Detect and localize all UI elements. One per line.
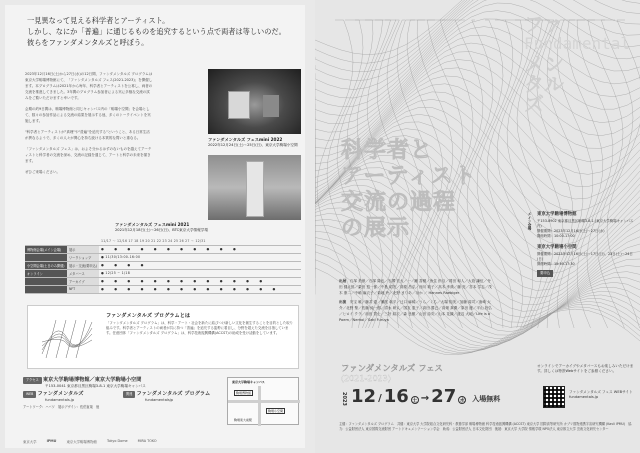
photo-object xyxy=(263,95,279,117)
schedule-marks: ● ● ● ● xyxy=(99,261,301,269)
end-day: 27 xyxy=(431,386,457,407)
sub-venue-hours: 開館時間：15:30-17:30 xyxy=(537,262,575,266)
exhibition-photo-2022 xyxy=(208,69,301,134)
title-ja-line: メン xyxy=(524,52,565,76)
related-title: ファンダメンタルズ プログラム xyxy=(136,391,211,397)
photo-caption-2021 xyxy=(115,222,210,233)
schedule-group xyxy=(25,253,67,261)
map-road xyxy=(258,386,261,426)
qr-code-icon[interactable] xyxy=(543,386,565,408)
program-description: 「ファンダメンタルズ プログラム」は、科学・アート・社会を新たに結びつけ新しい文化を創生することを目的とした取り組みです。科学者とアーティストの両者が共に持つ「普遍」を追究する姿勢に着目し、分野を超えた交流を目指しています。任意団体「ファンダメンタルズ プログラム」は、科学技術振興機構(ACCST)の助成を受け活動をしています。 xyxy=(106,321,293,335)
schedule-label: NFT xyxy=(67,285,99,293)
web-url-link[interactable]: fundamentals.jp xyxy=(45,398,75,402)
schedule-marks: ● ● ● ● ● ● ● ● ● ● ● ● ● xyxy=(99,277,301,285)
start-month: 12 xyxy=(351,386,377,407)
venue-info xyxy=(528,212,635,277)
web-title: ファンダメンタルズ xyxy=(37,391,84,397)
presenters-label: 出展 xyxy=(339,279,347,283)
access-tag: アクセス xyxy=(23,377,42,384)
schedule-group xyxy=(25,285,67,293)
access-title: 東京大学駒場博物館／東京大学駒場小空間 xyxy=(42,377,142,383)
body-paragraph: 「ファンダメンタルズ フェス」は、およそ分かるはずのないものを越えてアーティストと科学者の交流を深め、交流の記録を通じて、アートと科学の未来を描きます。 xyxy=(25,147,152,163)
headline-line: の展示 xyxy=(341,216,411,241)
fundamentals-logo-icon xyxy=(36,314,98,362)
photo-object xyxy=(246,161,264,217)
schedule-row xyxy=(25,285,301,293)
map-title: 東京大学駒場キャンパス xyxy=(232,380,265,384)
schedule-row xyxy=(25,277,301,285)
venue-address: 〒153-8902 東京都目黒区駒場3-8-1 (東京大学駒場キャンパス内) xyxy=(537,219,634,228)
schedule-label: 展示・交流(要申込) xyxy=(67,261,99,269)
schedule-label: アーカイブ xyxy=(67,277,99,285)
schedule-label: 展示 xyxy=(67,245,99,253)
reservation-tag: 要申込 xyxy=(537,270,553,277)
map-label-station: 駒場東大前駅 xyxy=(234,418,253,422)
photo-caption-title: ファンダメンタルズ フェスmini 2022 xyxy=(208,137,283,142)
left-panel xyxy=(5,5,305,448)
right-panel xyxy=(315,0,640,453)
body-paragraph: ぜひご来場ください。 xyxy=(25,170,60,174)
presenters-list xyxy=(339,278,494,323)
headline-line: 科学者と xyxy=(341,138,434,163)
intro-headline xyxy=(27,15,297,48)
intro-body xyxy=(25,71,153,180)
website-url-link[interactable]: fundamentals.jp xyxy=(569,395,599,399)
photo-caption-title: ファンダメンタルズ フェスmini 2021 xyxy=(115,222,190,227)
title-ja-line: タル xyxy=(524,72,565,96)
map-label-museum: 駒場博物館 xyxy=(236,391,252,395)
logo-utokyo: 東京大学 xyxy=(23,439,37,444)
schedule-marks: ● ● ● ● ● ● ● ● ● ● ● ● ● ● xyxy=(99,285,301,293)
schedule-dates: 11/17 〜 12/16 17 18 19 20 21 22 23 24 25 26 27 〜 12/31 xyxy=(99,237,301,245)
online-text: オンラインでアーカイブやメタバースもお楽しみいただけます。詳しくは特設Webサイトをご参照ください。 xyxy=(537,364,634,373)
body-paragraph: "科学者とアーティストが"真理"や"普遍"を追究する"ということ、ある日常生活が異なるようで、多くの人々が関心を持ち続ける本質的な問いと重なる。 xyxy=(25,130,150,140)
schedule-row xyxy=(25,261,301,269)
photo-caption-sub: 2022年12月24日(土)〜25日(日)、東京大学駒場小空間 xyxy=(208,143,298,147)
website-label: ファンダメンタルズ フェス WEBサイト xyxy=(569,390,633,394)
schedule-header-row xyxy=(25,237,301,245)
credits-line: アートワーク：ハバワ 展示デザイン：佐伯直哉 他 xyxy=(23,405,100,409)
start-day: 16 xyxy=(383,386,409,407)
exhibition-headline xyxy=(341,138,477,242)
organizers-footer: 主催：ファンダメンタルズ プログラム 共催：東京大学 大学院総合文化研究科・教養学部 駒場博物館 科学技術振興機構 (ACCST) 東京大学 国際高等研究所 カブリ数物連携宇宙研究機構 (Kavli IPMU) 協力：公益財団法人 東京国際交流財団 アートドキュメンテーション学会 助成：公益財団法人 日本文化財団 後援：東京大学 大学院 情報学環 NPO法人 東京都立大学 芸術文化研究センター xyxy=(339,422,632,431)
end-weekday: 水 xyxy=(459,397,465,404)
admission-free: 入場無料 xyxy=(472,395,501,403)
program-about-box xyxy=(27,305,299,369)
online-info xyxy=(537,364,635,399)
logo-ipmu: IPMU xyxy=(46,439,57,443)
related-tag: 関連 xyxy=(123,391,135,398)
schedule-marks: ● ● ● ● ● ● ● ● ● ● ● xyxy=(99,245,301,253)
website-info xyxy=(569,390,633,400)
body-paragraph: 2023年12月16日(土)から27日(水)の12日間、ファンダメンタルズ プログラムは東京大学駒場博物館にて、「ファンダメンタルズ フェス(2021-2023)」を開催します。本プログラムは2021年から毎年、科学者とアーティストを公募し、両者の交流を推進してきました。3年間のプログラム参加者による実に多様な交流の試みをご覧いただけますと幸いです。 xyxy=(25,72,153,100)
schedule-marks: ● 11/30/13:00-16:00 xyxy=(99,253,301,261)
headline-line: 交流の過程 xyxy=(341,190,457,215)
fest-title: ファンダメンタルズ フェス xyxy=(341,363,443,373)
web-tag: WEB xyxy=(23,391,36,398)
access-address: 〒153-0041 東京都目黒区駒場3-8-1 東京大学駒場キャンパス xyxy=(45,384,146,388)
headline-line-3: 彼らをファンダメンタルズと呼ぼう。 xyxy=(27,38,149,47)
venue-hours: 開館時間：10:00-17:00 xyxy=(537,234,575,238)
related-url-link[interactable]: fundamentalsjp xyxy=(145,398,174,402)
schedule-row xyxy=(25,245,301,253)
photo-caption-2022 xyxy=(208,137,303,148)
logo-tokyo-dome: Tokyo Dome xyxy=(106,439,128,443)
body-paragraph: 会期の約9日間は、駒場博物館と同じキャンパス内の「駒場小空間」を会場として、数々の参加作品による交流の結果を展示する他、多くのトークイベントを実施します。 xyxy=(25,107,151,123)
schedule-group: オンライン xyxy=(25,269,67,277)
photo-caption-sub: 2021年12月18日(土)〜26日(日)、BTC東京大学情報学環 xyxy=(115,228,208,232)
headline-line-1: 一見異なって見える科学者とアーティスト。 xyxy=(27,16,170,25)
map-label-small-hall: 駒場小空間 xyxy=(268,409,284,413)
presenters-names: 石塚 美保／石塚 隆也／石澤 宏大／一ノ瀬 香穂／魚住 紗百／岡田 和人／大島 謙伍／寺田 健太郎／栗田 悠一郎／中島 昭宏／高梨 昌弘／西川 莉子／高木 孝典／藤 亮／宮本 学志／茂木 康二／中嶋 麻衣子／菊地 玲／北野 まりあ／ほか ／ Hannes Raebiger xyxy=(339,279,492,295)
logo-mira-toko: MIRA TOKO xyxy=(137,439,157,443)
schedule-group: 小空間会場(土日のみ開催) xyxy=(25,261,67,269)
schedule-table xyxy=(25,237,301,294)
title-en: Fundamental xyxy=(524,34,630,53)
headline-line: アーティスト xyxy=(341,164,477,189)
venue-dates: 開催期間：2023年12月16日(土)〜27日(水) xyxy=(537,229,605,233)
map-road xyxy=(228,400,300,403)
logo-museum: 東京大学駒場博物館 xyxy=(66,439,97,444)
sponsor-logos xyxy=(23,436,303,446)
headline-line-2: しかし、なにか「普遍」に通じるものを追究するという点で両者は等しいのだ。 xyxy=(27,27,286,36)
schedule-label: ワークショップ xyxy=(67,253,99,261)
event-dates: 2023 12 / 16 土 → 27 水 入場無料 xyxy=(341,386,501,407)
schedule-group: 博物館会場(メイン会場) xyxy=(25,245,67,253)
sub-venue-dates: 開催期間：2023年12月16日(土)〜17日(日)、23日(土)〜24日(日) xyxy=(537,252,633,261)
venue-label: メイン会場 xyxy=(528,212,532,230)
title-ja-line: ズ xyxy=(524,92,545,116)
start-weekday: 土 xyxy=(412,397,418,404)
schedule-label: メタバース xyxy=(67,269,99,277)
fest-title-vertical xyxy=(524,14,630,114)
photo-object xyxy=(228,91,250,119)
schedule-group xyxy=(25,277,67,285)
performers-names: 安宝 暁／藤井 恵／瀬尾 竜平／辻口 麻稀／うら／くち／大場 知美／加藤 周司／唐崎 大介／北野 聖／佐藤 純一郎／清水 研人／国友 恵子／高田 勝己／高畑 真優／原田 遼／平山 好弘／ヒロイ クラ／前田 智士／三好 結衣／森 良樹／山田 詩央／山本 花織／渡辺 大地／Life is a Poem／Nerhol／Saki Furuya xyxy=(339,300,492,322)
venue-name: 東京大学駒場博物館 xyxy=(537,212,577,217)
schedule-row xyxy=(25,253,301,261)
exhibition-photo-2021 xyxy=(208,155,301,220)
sub-venue-name: 東京大学駒場小空間 xyxy=(537,245,577,250)
fest-years: (2021-2023) xyxy=(341,374,391,383)
event-year: 2023 xyxy=(341,392,347,406)
schedule-row xyxy=(25,269,301,277)
title-ja-line: ファ xyxy=(524,12,564,36)
program-title: ファンダメンタルズ プログラムとは xyxy=(106,313,191,319)
schedule-marks: ● 12/25 ~ 1/18 xyxy=(99,269,301,277)
campus-map xyxy=(227,377,299,425)
performers-label: 出演 xyxy=(339,300,347,304)
